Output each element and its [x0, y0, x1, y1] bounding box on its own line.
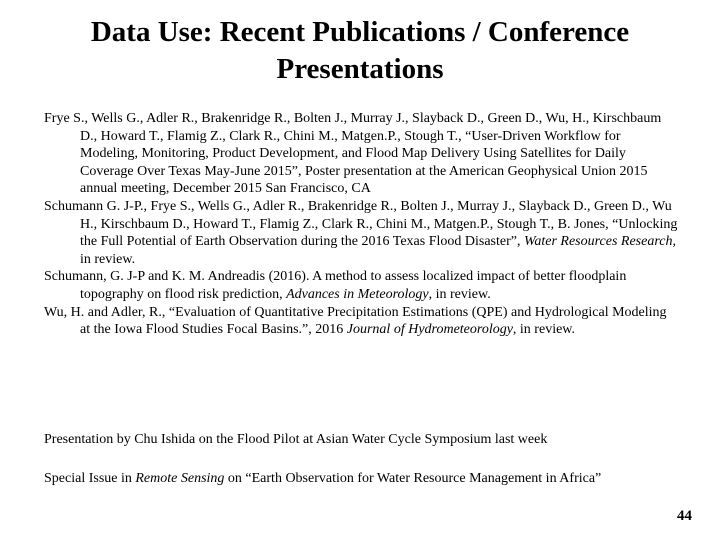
journal-name: Water Resources Research,: [523, 234, 676, 250]
reference-schumann-wrr: [44, 198, 680, 268]
reference-list: [44, 110, 680, 339]
special-issue-topic: on “Earth Observation for Water Resource Management in Africa”: [224, 471, 602, 486]
reference-status: , in review.: [428, 286, 491, 302]
special-issue-journal: Remote Sensing: [135, 471, 225, 486]
reference-text: Schumann G. J-P., Frye S., Wells G., Adler R., Brakenridge R., Bolten J., Murray J., Slayback D., Green D., Wu H., Kirschbaum D., Howard T., Flamig Z., Clark R., Chini M., Matgen.P., Stough T., B. Jones, “Unlocking the Full Potential of Earth Observation during the 2016 Texas Flood Disaster”,: [44, 198, 678, 250]
presentation-note-text: Presentation by Chu Ishida on the Flood Pilot at Asian Water Cycle Symposium last week: [44, 432, 548, 447]
reference-status: , in review.: [512, 322, 575, 338]
reference-frye-2015: [44, 110, 680, 198]
reference-schumann-andreadis: [44, 268, 680, 303]
reference-text: Wu, H. and Adler, R., “Evaluation of Quantitative Precipitation Estimations (QPE) and Hydrological Modeling at the Iowa Flood Studies Focal Basins.”, 2016: [44, 304, 667, 338]
reference-wu-adler: [44, 304, 680, 339]
slide-title: [20, 14, 700, 88]
reference-text: Schumann, G. J-P and K. M. Andreadis (2016). A method to assess localized impact of better floodplain topography on flood risk prediction,: [44, 269, 627, 302]
reference-status: in review.: [80, 251, 136, 267]
slide-title-line-1: Data Use: Recent Publications / Conference: [90, 16, 630, 48]
journal-name: Advances in Meteorology: [286, 286, 429, 302]
special-issue-text: Special Issue in: [44, 471, 136, 486]
page-number: 44: [677, 508, 692, 524]
special-issue-note: [44, 470, 680, 488]
slide-title-line-2: Presentations: [276, 53, 444, 85]
journal-name: Journal of Hydrometeorology: [346, 322, 513, 338]
presentation-note: [44, 431, 680, 449]
reference-text: Frye S., Wells G., Adler R., Brakenridge R., Bolten J., Murray J., Slayback D., Green D., Wu, H., Kirschbaum D., Howard T., Flamig Z., Clark R., Chini M., Matgen.P., Stough T., “User-Driven Workflow for Modeling, Monitoring, Product Development, and Flood Map Delivery Using Satellites for Daily Coverage Over Texas May-June 2015”, Poster presentation at the American Geophysical Union 2015 annual meeting, December 2015 San Francisco, CA: [44, 111, 662, 197]
